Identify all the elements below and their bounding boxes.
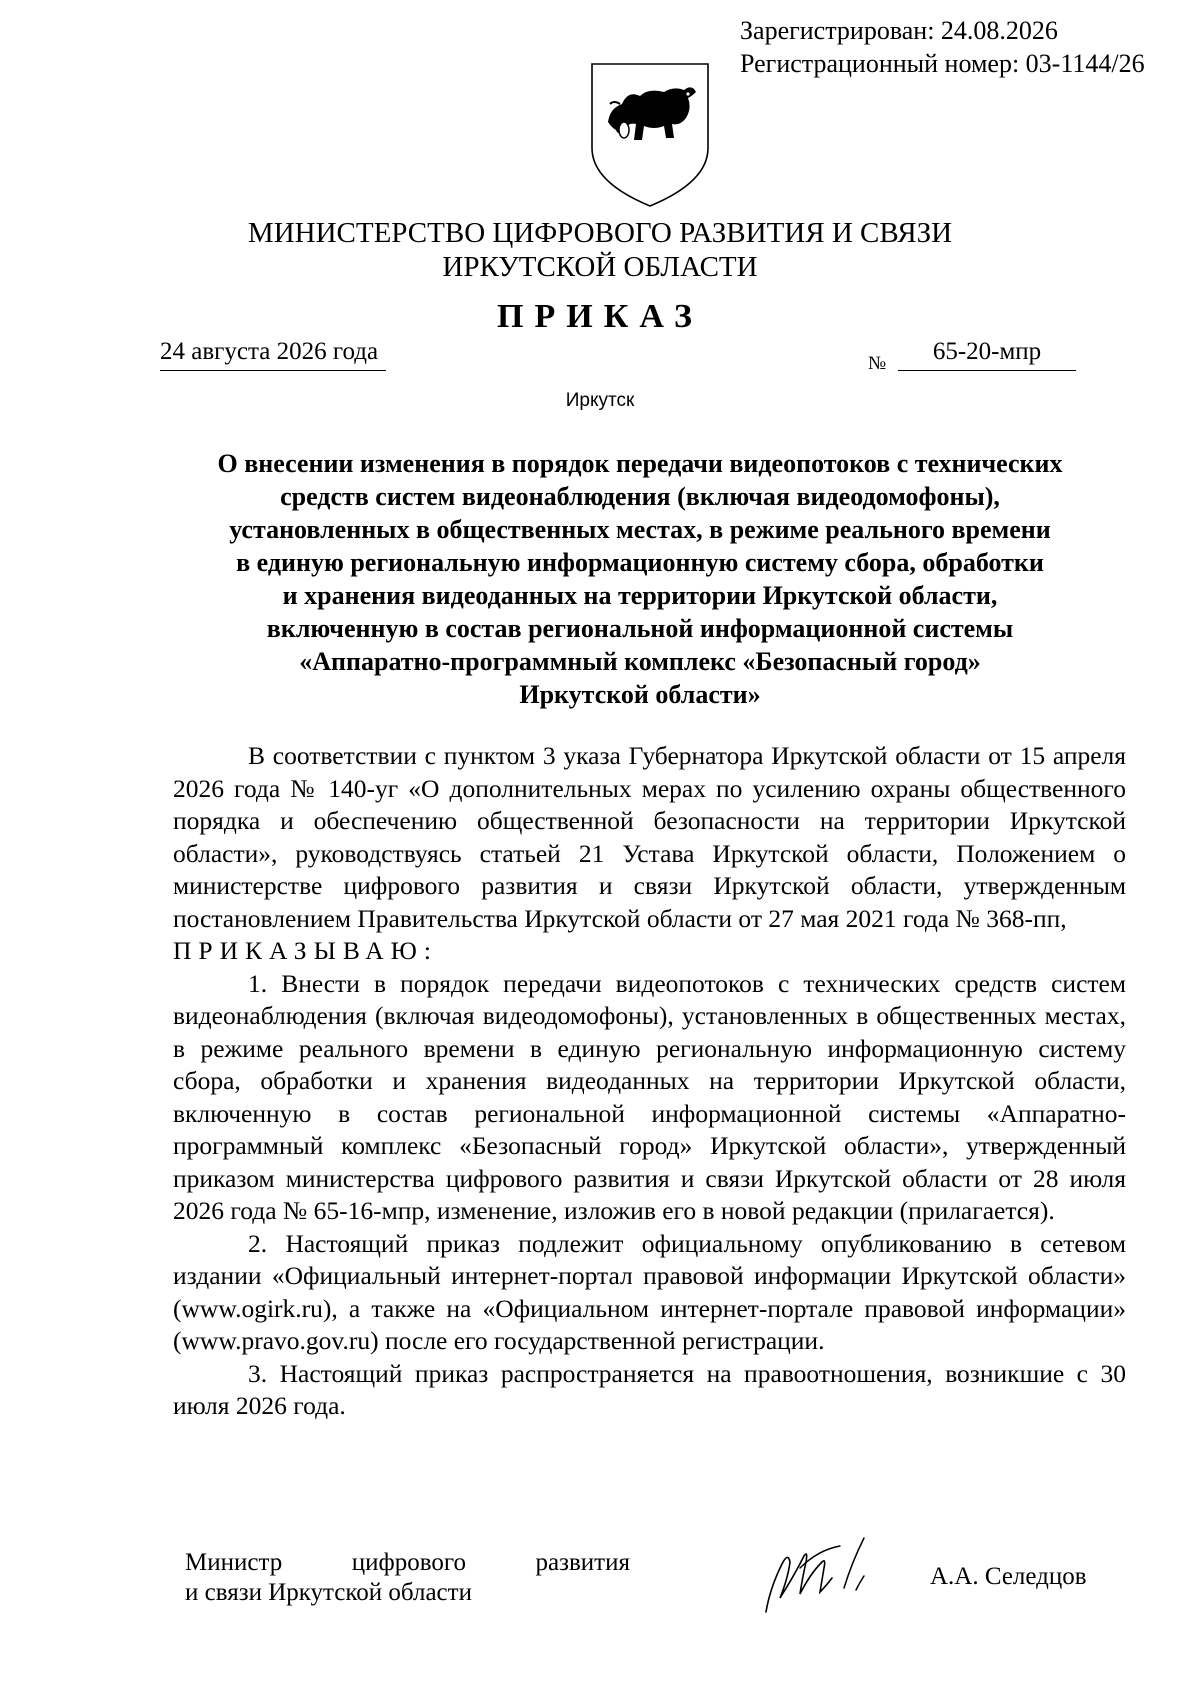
- order-date: 24 августа 2026 года: [160, 338, 386, 371]
- registration-date: Зарегистрирован: 24.08.2026: [740, 16, 1058, 45]
- registration-number: Регистрационный номер: 03-1144/26: [740, 49, 1145, 78]
- heading-line: «Аппаратно-программный комплекс «Безопасный город»: [299, 647, 981, 676]
- heading-line: О внесении изменения в порядок передачи видеопотоков с технических: [217, 449, 1063, 478]
- document-type-title: ПРИКАЗ: [497, 298, 703, 335]
- ministry-name-line2: ИРКУТСКОЙ ОБЛАСТИ: [442, 251, 758, 283]
- signer-title-line2: и связи Иркутской области: [185, 1579, 472, 1606]
- signer-title-word: цифрового: [351, 1549, 466, 1576]
- order-item-3: 3. Настоящий приказ распространяется на правоотношения, возникшие с 30 июля 2026 года.: [173, 1358, 1126, 1420]
- order-item-2: 2. Настоящий приказ подлежит официальному опубликованию в сетевом издании «Официальный интернет-портал правовой информации Иркутской области» (www.ogirk.ru), а также на «Официальном интернет-портале правовой информации» (www.pravo.gov.ru) после его государственной регистрации.: [173, 1228, 1126, 1355]
- heading-line: в единую региональную информационную систему сбора, обработки: [236, 548, 1044, 577]
- irkutsk-coat-of-arms-icon: [588, 60, 712, 210]
- signer-name: А.А. Селедцов: [930, 1563, 1087, 1590]
- heading-line: и хранения видеоданных на территории Иркутской области,: [282, 581, 998, 610]
- handwritten-signature: [760, 1528, 890, 1618]
- heading-line: включенную в состав региональной информационной системы: [266, 614, 1014, 643]
- ministry-name-line1: МИНИСТЕРСТВО ЦИФРОВОГО РАЗВИТИЯ И СВЯЗИ: [247, 217, 953, 249]
- signer-title-word: Министр: [185, 1549, 283, 1576]
- city: Иркутск: [565, 390, 635, 411]
- preamble-paragraph: В соответствии с пунктом 3 указа Губернатора Иркутской области от 15 апреля 2026 года № 140-уг «О дополнительных мерах по усилению охраны общественного порядка и обеспечению общественной безопасности на территории Иркутской области», руководствуясь статьей 21 Устава Иркутской области, Положением о министерстве цифрового развития и связи Иркутской области, утвержденным постановлением Правительства Иркутской области от 27 мая 2021 года № 368-пп,: [173, 741, 1126, 933]
- number-sign: №: [868, 353, 887, 374]
- heading-line: средств систем видеонаблюдения (включая видеодомофоны),: [280, 482, 1000, 511]
- order-body: [173, 740, 1126, 1423]
- order-heading: [160, 447, 1120, 711]
- signer-title: [185, 1548, 630, 1608]
- order-item-1: 1. Внести в порядок передачи видеопотоков с технических средств систем видеонаблюдения (включая видеодомофоны), установленных в общественных местах, в режиме реального времени в единую региональную информационную систему сбора, обработки и хранения видеоданных на территории Иркутской области, включенную в состав региональной информационной системы «Аппаратно-программный комплекс «Безопасный город» Иркутской области», утвержденный приказом министерства цифрового развития и связи Иркутской области от 28 июля 2026 года № 65-16-мпр, изменение, изложив его в новой редакции (прилагается).: [173, 968, 1126, 1225]
- ministry-name: [0, 216, 1200, 284]
- signer-title-word: развития: [535, 1549, 630, 1576]
- registration-stamp: [740, 14, 1145, 80]
- heading-line: Иркутской области»: [519, 680, 761, 709]
- order-number: 65-20-мпр: [898, 338, 1076, 371]
- heading-line: установленных в общественных местах, в режиме реального времени: [229, 515, 1051, 544]
- order-directive: ПРИКАЗЫВАЮ:: [173, 936, 438, 965]
